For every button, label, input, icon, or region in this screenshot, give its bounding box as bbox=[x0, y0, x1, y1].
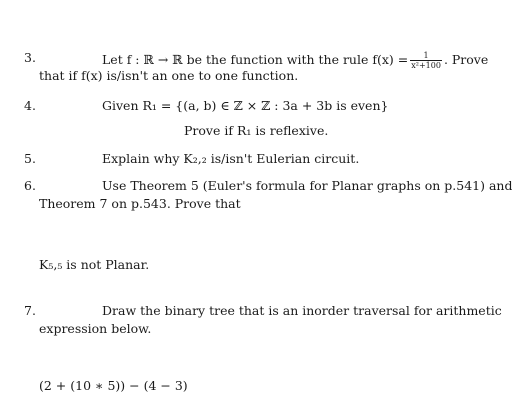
fraction-numerator: 1 bbox=[410, 51, 442, 61]
problem-7-number: 7. bbox=[24, 303, 36, 318]
problem-7-expression: (2 + (10 ∗ 5)) − (4 − 3) bbox=[39, 378, 188, 393]
problem-5-line-1: Explain why K₂,₂ is/isn't Eulerian circuit. bbox=[102, 151, 360, 166]
problem-3-number: 3. bbox=[24, 50, 36, 65]
problem-3-text: Let f : ℝ → ℝ be the function with the rule f(x) = bbox=[102, 52, 409, 67]
problem-5-number: 5. bbox=[24, 151, 36, 166]
problem-7-line-1: Draw the binary tree that is an inorder traversal for arithmetic bbox=[102, 303, 502, 318]
fraction-denominator: x²+100 bbox=[411, 61, 441, 70]
problem-6-line-1: Use Theorem 5 (Euler's formula for Planar graphs on p.541) and bbox=[102, 178, 512, 193]
problem-3-line-2: that if f(x) is/isn't an one to one function. bbox=[39, 68, 299, 83]
problem-6-line-3: K₅,₅ is not Planar. bbox=[39, 257, 150, 272]
problem-4-line-2: Prove if R₁ is reflexive. bbox=[184, 123, 329, 138]
problem-7-line-2: expression below. bbox=[39, 321, 152, 336]
problem-6-number: 6. bbox=[24, 178, 36, 193]
problem-4-number: 4. bbox=[24, 98, 36, 113]
problem-4-line-1: Given R₁ = {(a, b) ∈ ℤ × ℤ : 3a + 3b is even} bbox=[102, 98, 389, 113]
fraction bbox=[410, 51, 442, 70]
problem-3-text-end: . Prove bbox=[443, 52, 489, 67]
problem-6-line-2: Theorem 7 on p.543. Prove that bbox=[39, 196, 241, 211]
